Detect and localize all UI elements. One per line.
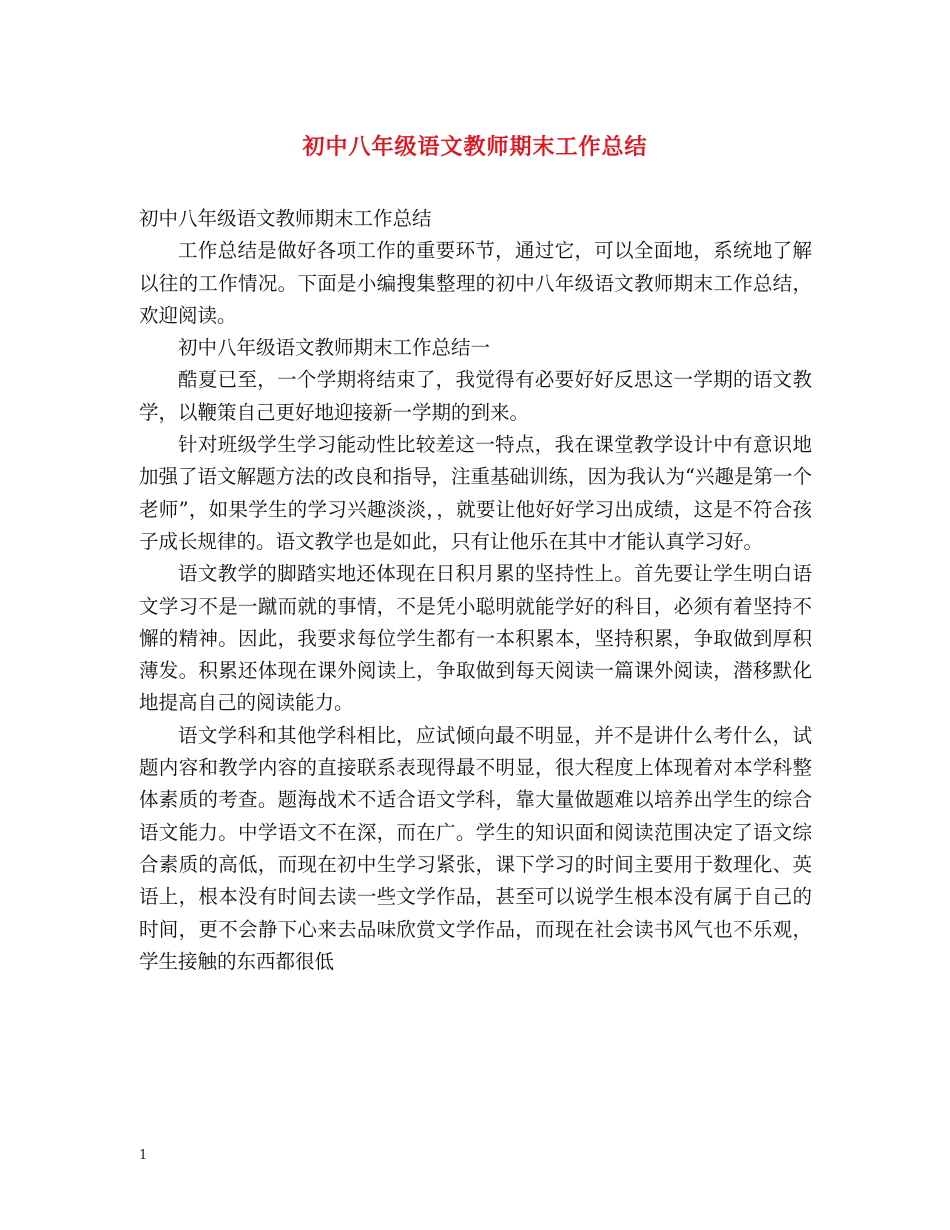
section-heading: 初中八年级语文教师期末工作总结一: [178, 336, 491, 360]
document-title: 初中八年级语文教师期末工作总结: [302, 134, 648, 160]
document-body: [139, 203, 812, 978]
subtitle-paragraph: 初中八年级语文教师期末工作总结: [139, 207, 432, 230]
body-paragraph: 针对班级学生学习能动性比较差这一特点，我在课堂教学设计中有意识地加强了语文解题方法的改良和指导，注重基础训练，因为我认为“兴趣是第一个老师”，如果学生的学习兴趣淡淡，，就要让他好好学习出成绩，这是不符合孩子成长规律的。语文教学也是如此，只有让他乐在其中才能认真学习好。: [139, 433, 812, 553]
body-paragraph: 语文教学的脚踏实地还体现在日积月累的坚持性上。首先要让学生明白语文学习不是一蹴而就的事情，不是凭小聪明就能学好的科目，必须有着坚持不懈的精神。因此，我要求每位学生都有一本积累本，坚持积累，争取做到厚积薄发。积累还体现在课外阅读上，争取做到每天阅读一篇课外阅读，潜移默化地提高自己的阅读能力。: [139, 562, 812, 715]
intro-paragraph: 工作总结是做好各项工作的重要环节，通过它，可以全面地，系统地了解以往的工作情况。下面是小编搜集整理的初中八年级语文教师期末工作总结，欢迎阅读。: [139, 239, 812, 327]
page-number: 1: [139, 1148, 148, 1163]
body-paragraph: 酷夏已至，一个学期将结束了，我觉得有必要好好反思这一学期的语文教学，以鞭策自己更好地迎接新一学期的到来。: [139, 368, 812, 424]
body-paragraph: 语文学科和其他学科相比，应试倾向最不明显，并不是讲什么考什么，试题内容和教学内容的直接联系表现得最不明显，很大程度上体现着对本学科整体素质的考查。题海战术不适合语文学科，靠大量做题难以培养出学生的综合语文能力。中学语文不在深，而在广。学生的知识面和阅读范围决定了语文综合素质的高低，而现在初中生学习紧张，课下学习的时间主要用于数理化、英语上，根本没有时间去读一些文学作品，甚至可以说学生根本没有属于自己的时间，更不会静下心来去品味欣赏文学作品，而现在社会读书风气也不乐观，学生接触的东西都很低: [139, 723, 812, 973]
